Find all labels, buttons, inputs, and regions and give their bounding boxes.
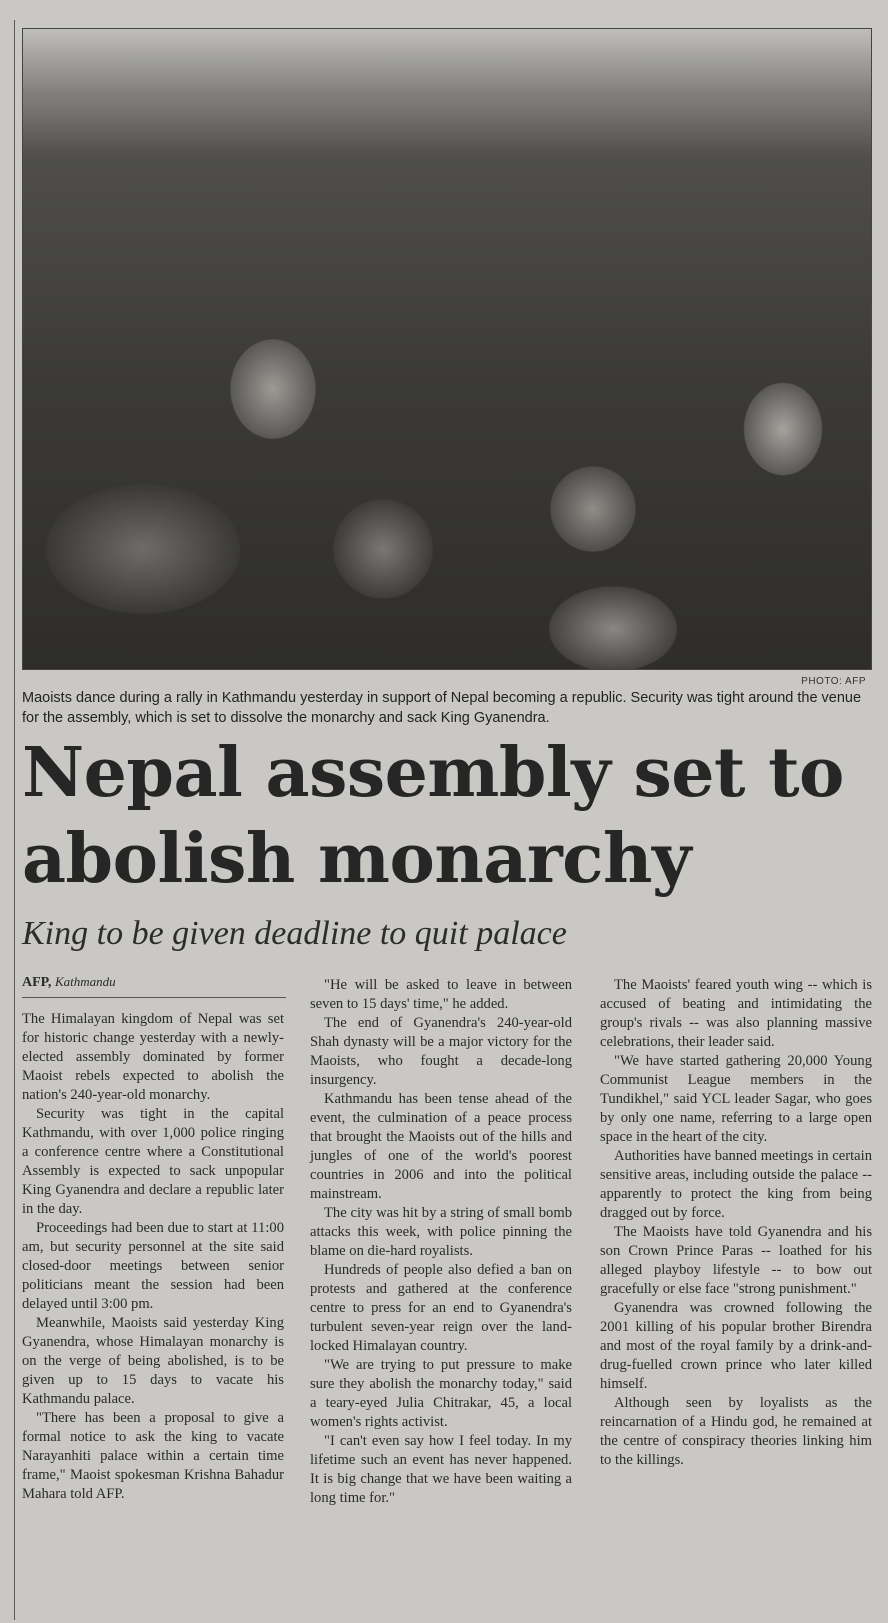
paragraph: Gyanendra was crowned following the 2001 killing of his popular brother Birendra and most of the royal family by a drink-and-drug-fuelled crown prince who later killed himself.	[600, 1300, 872, 1392]
paragraph: "We are trying to put pressure to make sure they abolish the monarchy today," said a teary-eyed Julia Chitrakar, 45, a local women's rights activist.	[310, 1357, 572, 1430]
paragraph: The end of Gyanendra's 240-year-old Shah dynasty will be a major victory for the Maoists, who fought a decade-long insurgency.	[310, 1015, 572, 1088]
paragraph: Hundreds of people also defied a ban on protests and gathered at the conference centre to press for an end to Gyanendra's turbulent seven-year reign over the land-locked Himalayan country.	[310, 1262, 572, 1354]
rally-photo	[22, 28, 872, 670]
byline-agency: AFP,	[22, 975, 52, 990]
article-column-1	[22, 1010, 284, 1504]
photo-sky-area	[23, 29, 871, 99]
paragraph: Authorities have banned meetings in certain sensitive areas, including outside the palace -- apparently to protect the king from being dragged out by force.	[600, 1148, 872, 1221]
photo-credit: PHOTO: AFP	[801, 676, 866, 687]
article-column-3	[600, 976, 872, 1470]
paragraph: Although seen by loyalists as the reincarnation of a Hindu god, he remained at the centre of conspiracy theories linking him to the killings.	[600, 1395, 872, 1468]
paragraph: "I can't even say how I feel today. In my lifetime such an event has never happened. It is big change that we have been waiting a long time for."	[310, 1433, 572, 1506]
paragraph: Kathmandu has been tense ahead of the event, the culmination of a peace process that brought the Maoists out of the hills and jungles of one of the world's poorest countries in 2006 and into the political mainstream.	[310, 1091, 572, 1202]
paragraph: The Himalayan kingdom of Nepal was set for historic change yesterday with a newly-elected assembly dominated by former Maoist rebels expected to abolish the nation's 240-year-old monarchy.	[22, 1011, 284, 1103]
paragraph: Proceedings had been due to start at 11:00 am, but security personnel at the site said closed-door meetings between senior politicians meant the session had been delayed until 3:00 pm.	[22, 1220, 284, 1312]
paragraph: The Maoists have told Gyanendra and his son Crown Prince Paras -- loathed for his alleged playboy lifestyle -- to bow out gracefully or else face "strong punishment."	[600, 1224, 872, 1297]
paragraph: The Maoists' feared youth wing -- which is accused of beating and intimidating the group's rivals -- was also planning massive celebrations, their leader said.	[600, 977, 872, 1050]
paragraph: "We have started gathering 20,000 Young Communist League members in the Tundikhel," said YCL leader Sagar, who goes by only one name, referring to a large open space in the heart of the city.	[600, 1053, 872, 1145]
page-left-rule	[14, 20, 15, 1620]
paragraph: Meanwhile, Maoists said yesterday King Gyanendra, whose Himalayan monarchy is on the verge of being abolished, is to be given up to 15 days to vacate his Kathmandu palace.	[22, 1315, 284, 1407]
paragraph: Security was tight in the capital Kathmandu, with over 1,000 police ringing a conference centre where a Constitutional Assembly is expected to sack unpopular King Gyanendra and declare a republic later in the day.	[22, 1106, 284, 1217]
paragraph: The city was hit by a string of small bomb attacks this week, with police pinning the blame on die-hard royalists.	[310, 1205, 572, 1259]
photo-caption: Maoists dance during a rally in Kathmandu yesterday in support of Nepal becoming a republic. Security was tight around the venue for the assembly, which is set to dissolve the monarchy and sack King Gyanendra.	[22, 690, 862, 726]
subheadline: King to be given deadline to quit palace	[22, 915, 567, 952]
byline-place: Kathmandu	[54, 974, 116, 989]
paragraph: "There has been a proposal to give a formal notice to ask the king to vacate Narayanhiti palace within a certain time frame," Maoist spokesman Krishna Bahadur Mahara told AFP.	[22, 1410, 284, 1502]
paragraph: "He will be asked to leave in between seven to 15 days' time," he added.	[310, 977, 572, 1012]
byline	[22, 974, 286, 998]
headline: Nepal assembly set to abolish monarchy	[22, 733, 844, 899]
article-column-2	[310, 976, 572, 1508]
